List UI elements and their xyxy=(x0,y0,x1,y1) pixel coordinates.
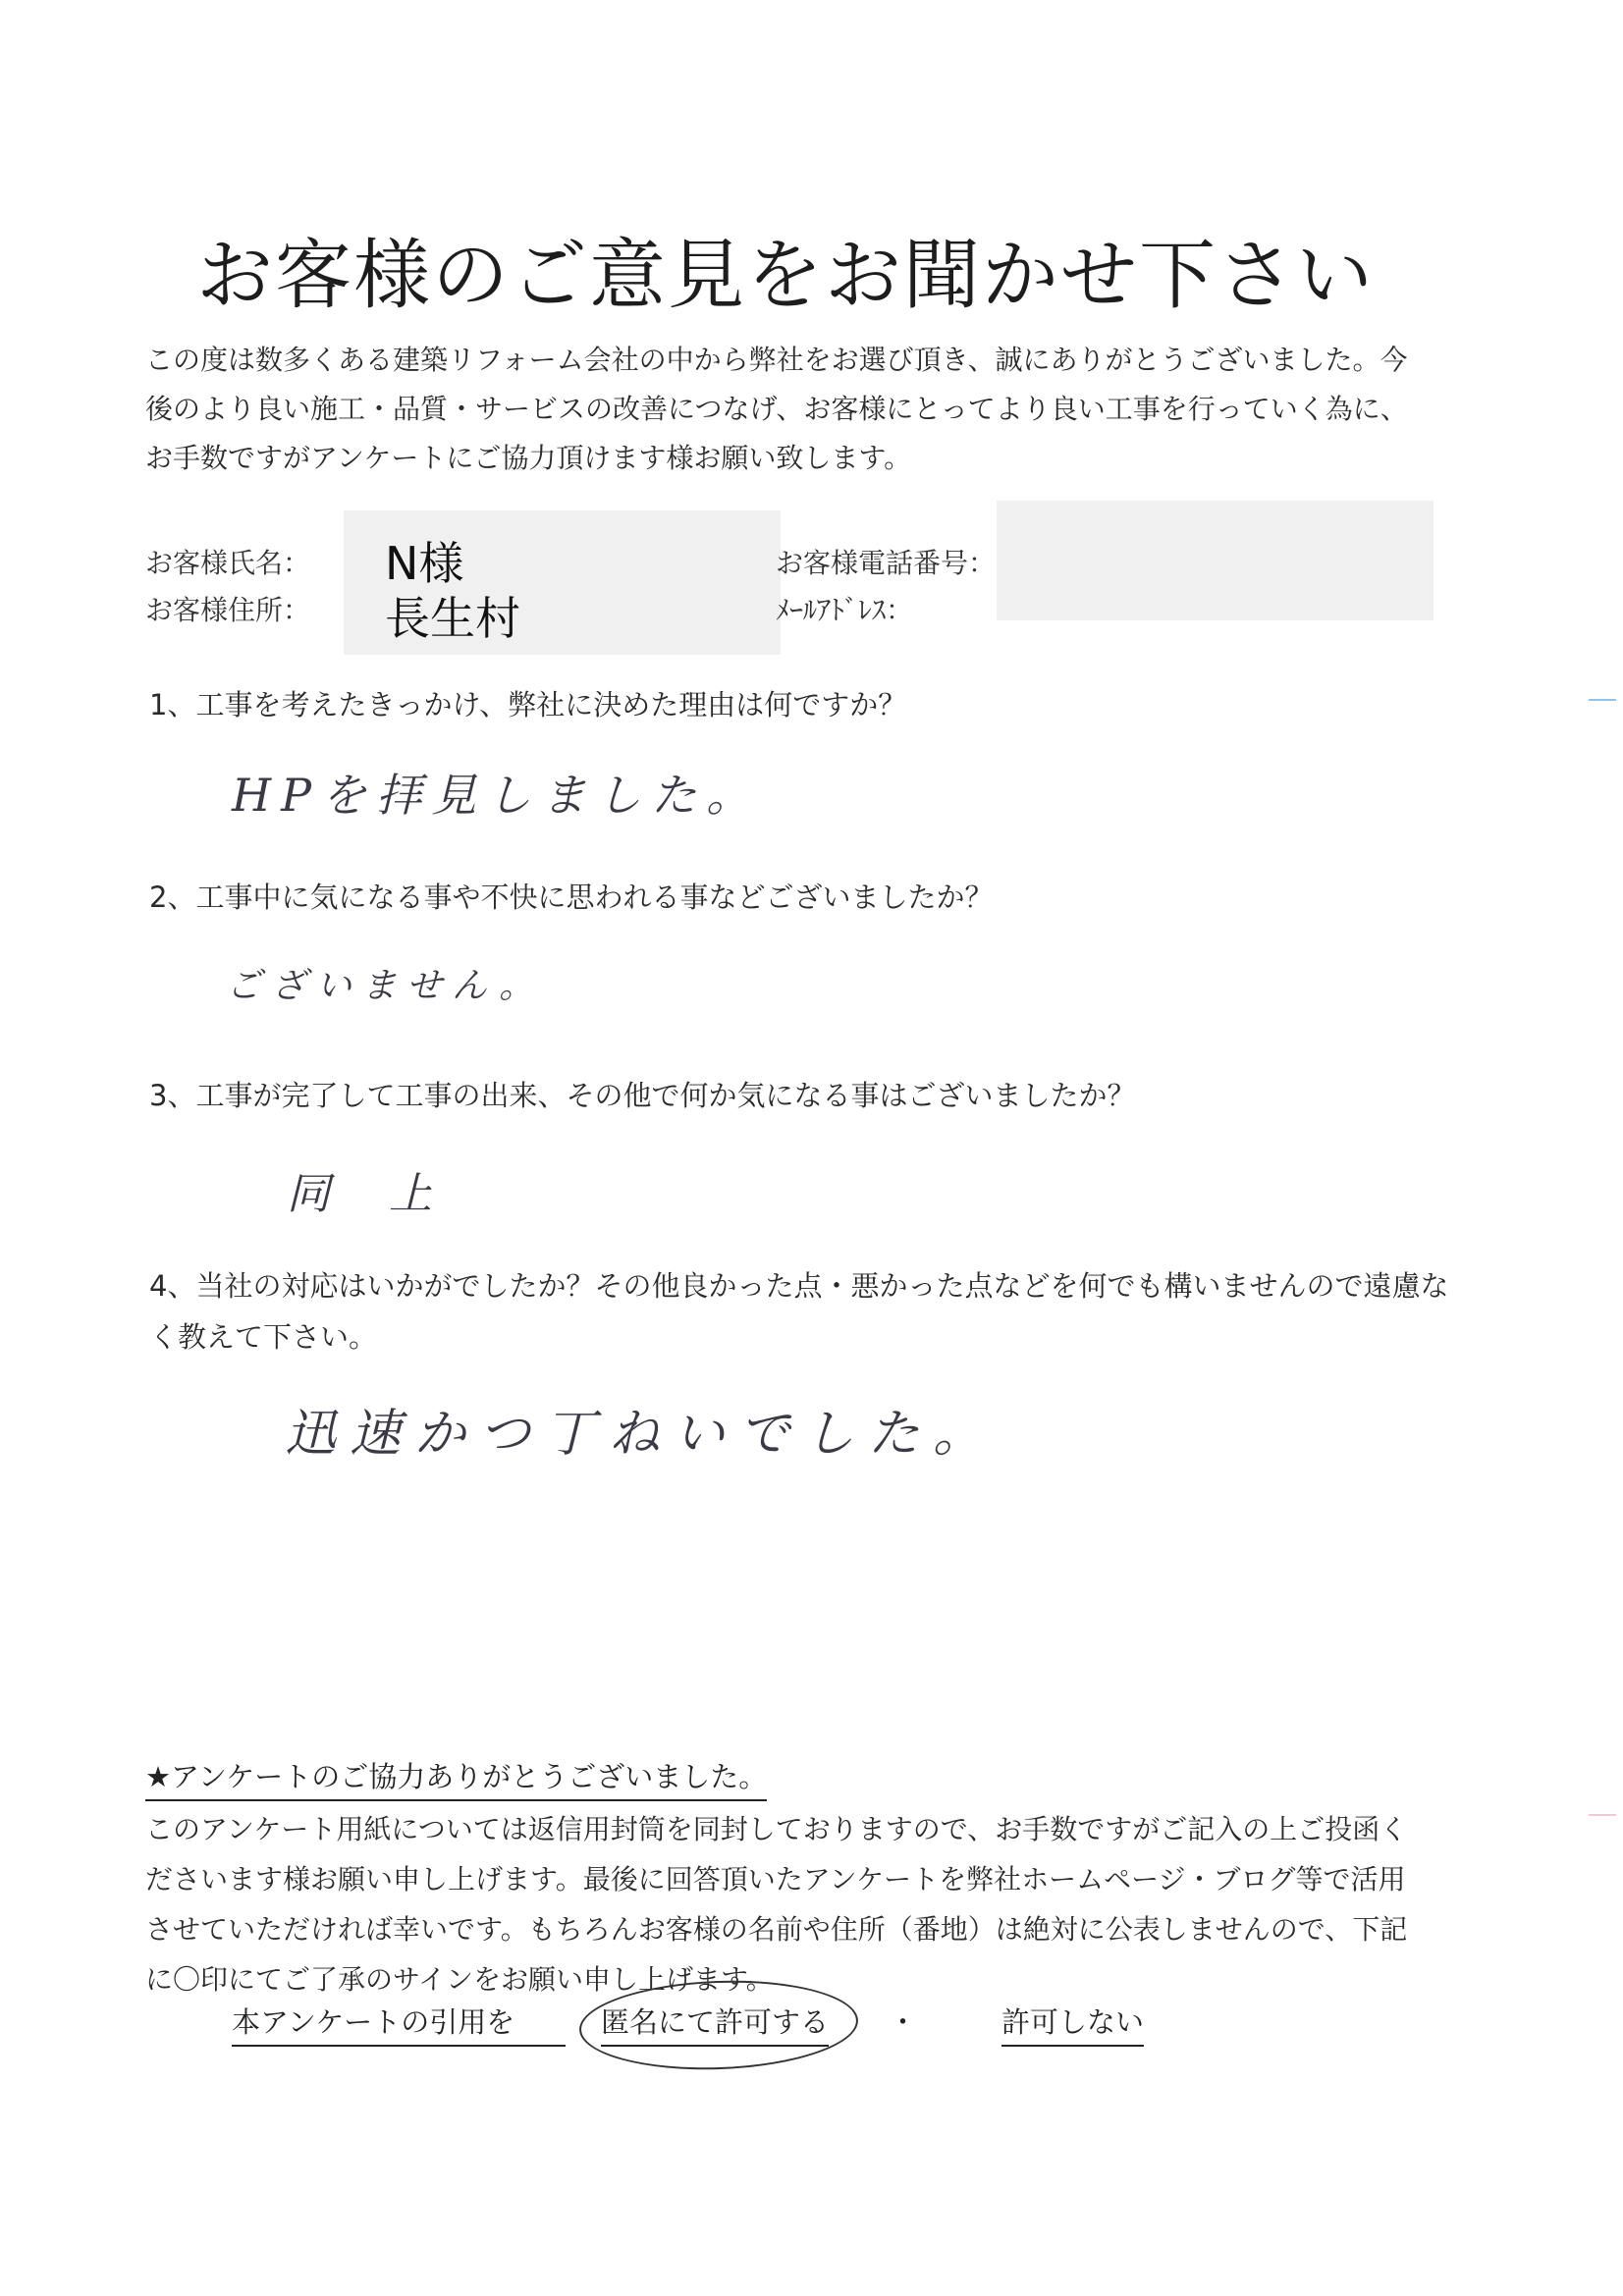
form-title: お客様のご意見をお聞かせ下さい xyxy=(195,232,1375,320)
permission-separator: ・ xyxy=(889,2005,918,2039)
intro-line: お手数ですがアンケートにご協力頂けます様お願い致します。 xyxy=(145,442,912,474)
customer-name-value: N様 xyxy=(385,537,464,590)
customer-name-label: お客様氏名： xyxy=(145,547,311,579)
closing-line: ださいます様お願い申し上げます。最後に回答頂いたアンケートを弊社ホームページ・ブログ等で活用 xyxy=(145,1863,1406,1896)
scan-edge-mark xyxy=(1589,1814,1616,1816)
intro-line: 後のより良い施工・品質・サービスの改善につなげ、お客様にとってより良い工事を行っていく為に、 xyxy=(145,393,1408,425)
permission-option-deny[interactable]: 許可しない xyxy=(1001,2001,1144,2047)
closing-line: に〇印にてご了承のサインをお願い申し上げます。 xyxy=(145,1963,774,1996)
question-3 xyxy=(149,1070,1135,1121)
customer-address-label: お客様住所： xyxy=(145,594,311,626)
intro-line: この度は数多くある建築リフォーム会社の中から弊社をお選び頂き、誠にありがとうございました。今 xyxy=(145,344,1408,376)
question-text: く教えて下さい。 xyxy=(149,1320,378,1354)
intro-text xyxy=(145,336,1490,483)
answer-2-handwritten: ございません。 xyxy=(226,966,545,1006)
answer-4-handwritten: 迅速かつ丁ねいでした。 xyxy=(285,1405,999,1464)
answer-3-handwritten: 同上 xyxy=(287,1169,491,1219)
answer-1-handwritten: HPを拝見しました。 xyxy=(232,769,762,822)
customer-address-value: 長生村 xyxy=(385,592,520,645)
customer-email-label: ﾒｰﾙｱﾄﾞﾚｽ： xyxy=(776,594,914,626)
question-text: 4、当社の対応はいかがでしたか？その他良かった点・悪かった点などを何でも構いませんので遠慮な xyxy=(149,1269,1449,1303)
permission-prefix: 本アンケートの引用を xyxy=(232,2001,566,2047)
scan-edge-mark xyxy=(1589,699,1616,701)
closing-heading: ★アンケートのご協力ありがとうございました。 xyxy=(145,1755,767,1801)
question-4 xyxy=(149,1260,1448,1362)
closing-line: このアンケート用紙については返信用封筒を同封しておりますので、お手数ですがご記入の上ご投函く xyxy=(145,1813,1408,1845)
permission-option-allow[interactable]: 匿名にて許可する xyxy=(601,2001,829,2047)
question-text: 1、工事を考えたきっかけ、弊社に決めた理由は何ですか？ xyxy=(149,688,907,721)
closing-line: させていただければ幸いです。もちろんお客様の名前や住所（番地）は絶対に公表しませんので、下記 xyxy=(145,1913,1408,1946)
phone-email-redaction xyxy=(997,501,1434,620)
question-2 xyxy=(149,872,993,923)
question-1 xyxy=(149,679,906,730)
question-text: 2、工事中に気になる事や不快に思われる事などございましたか？ xyxy=(149,881,994,914)
closing-text xyxy=(145,1804,1481,2004)
question-text: 3、工事が完了して工事の出来、その他で何か気になる事はございましたか？ xyxy=(149,1079,1136,1112)
customer-phone-label: お客様電話番号： xyxy=(776,547,997,579)
